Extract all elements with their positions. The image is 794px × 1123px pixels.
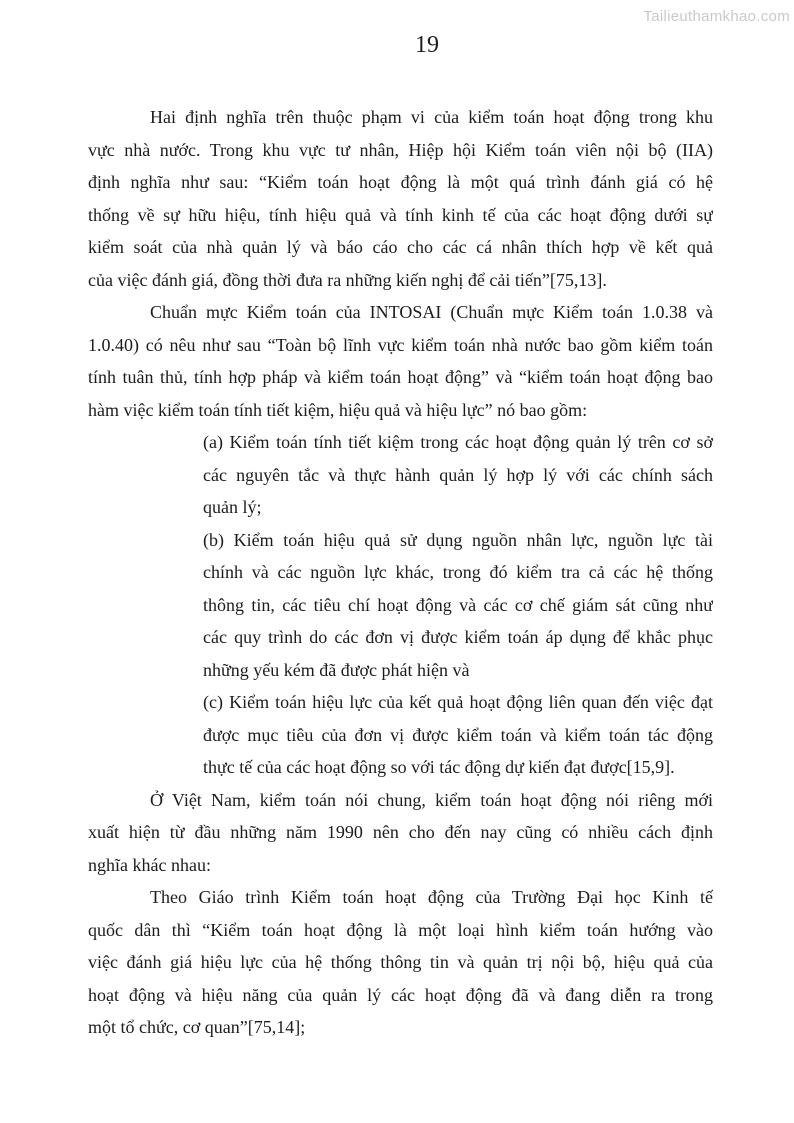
text-line: quốc dân thì “Kiểm toán hoạt động là một loại hình kiểm toán hướng vào xyxy=(88,919,713,940)
text-line: (b) Kiểm toán hiệu quả sử dụng nguồn nhân lực, nguồn lực tài xyxy=(203,529,713,550)
paragraph-vietnam xyxy=(88,784,713,882)
text-line: kiểm soát của nhà quản lý và báo cáo cho các cá nhân thích hợp về kết quả xyxy=(88,237,713,257)
text-line: một tổ chức, cơ quan”[75,14]; xyxy=(88,1017,306,1037)
text-line: của việc đánh giá, đồng thời đưa ra những kiến nghị để cải tiến”[75,13]. xyxy=(88,269,607,290)
text-line: quản lý; xyxy=(203,497,262,517)
text-line: hàm việc kiểm toán tính tiết kiệm, hiệu quả và hiệu lực” nó bao gồm: xyxy=(88,399,588,420)
list-item-c xyxy=(203,686,713,784)
watermark: Tailieuthamkhao.com xyxy=(643,8,790,25)
document-body xyxy=(88,101,713,1044)
text-line: tính tuân thủ, tính hợp pháp và kiểm toán hoạt động” và “kiểm toán hoạt động bao xyxy=(88,367,713,387)
text-line: thông tin, các tiêu chí hoạt động và các cơ chế giám sát cũng như xyxy=(203,594,713,615)
page-number: 19 xyxy=(415,32,439,58)
text-line: những yếu kém đã được phát hiện và xyxy=(203,659,470,680)
list-item-a xyxy=(203,426,713,524)
text-line: việc đánh giá hiệu lực của hệ thống thông tin và quản trị nội bộ, hiệu quả của xyxy=(88,952,713,972)
text-line: định nghĩa như sau: “Kiểm toán hoạt động là một quá trình đánh giá có hệ xyxy=(88,172,713,192)
text-line: các quy trình do các đơn vị được kiểm toán áp dụng để khắc phục xyxy=(203,627,713,647)
text-line: Ở Việt Nam, kiểm toán nói chung, kiểm toán hoạt động nói riêng mới xyxy=(150,789,713,810)
text-line: thực tế của các hoạt động so với tác động dự kiến đạt được[15,9]. xyxy=(203,757,675,777)
text-line: (c) Kiểm toán hiệu lực của kết quả hoạt động liên quan đến việc đạt xyxy=(203,692,713,712)
text-line: hoạt động và hiệu năng của quản lý các hoạt động đã và đang diễn ra trong xyxy=(88,984,713,1005)
text-line: Theo Giáo trình Kiểm toán hoạt động của Trường Đại học Kinh tế xyxy=(150,887,713,907)
list-item-b xyxy=(203,524,713,687)
text-line: chính và các nguồn lực khác, trong đó kiểm tra cả các hệ thống xyxy=(203,562,713,582)
text-line: (a) Kiểm toán tính tiết kiệm trong các hoạt động quản lý trên cơ sở xyxy=(203,432,713,452)
text-line: Hai định nghĩa trên thuộc phạm vi của kiểm toán hoạt động trong khu xyxy=(150,107,713,127)
text-line: vực nhà nước. Trong khu vực tư nhân, Hiệp hội Kiểm toán viên nội bộ (IIA) xyxy=(88,139,713,160)
paragraph-intosai xyxy=(88,296,713,426)
text-line: thống về sự hữu hiệu, tính hiệu quả và tính kinh tế của các hoạt động dưới sự xyxy=(88,204,713,225)
text-line: Chuẩn mực Kiểm toán của INTOSAI (Chuẩn mực Kiểm toán 1.0.38 và xyxy=(150,302,713,322)
text-line: được mục tiêu của đơn vị được kiểm toán và kiểm toán tác động xyxy=(203,724,713,745)
text-line: xuất hiện từ đầu những năm 1990 nên cho đến nay cũng có nhiều cách định xyxy=(88,822,713,842)
text-line: 1.0.40) có nêu như sau “Toàn bộ lĩnh vực kiểm toán nhà nước bao gồm kiểm toán xyxy=(88,334,713,355)
text-line: các nguyên tắc và thực hành quản lý hợp lý với các chính sách xyxy=(203,464,713,485)
paragraph-neu-definition xyxy=(88,881,713,1044)
paragraph-iia-definition xyxy=(88,101,713,296)
text-line: nghĩa khác nhau: xyxy=(88,854,211,875)
